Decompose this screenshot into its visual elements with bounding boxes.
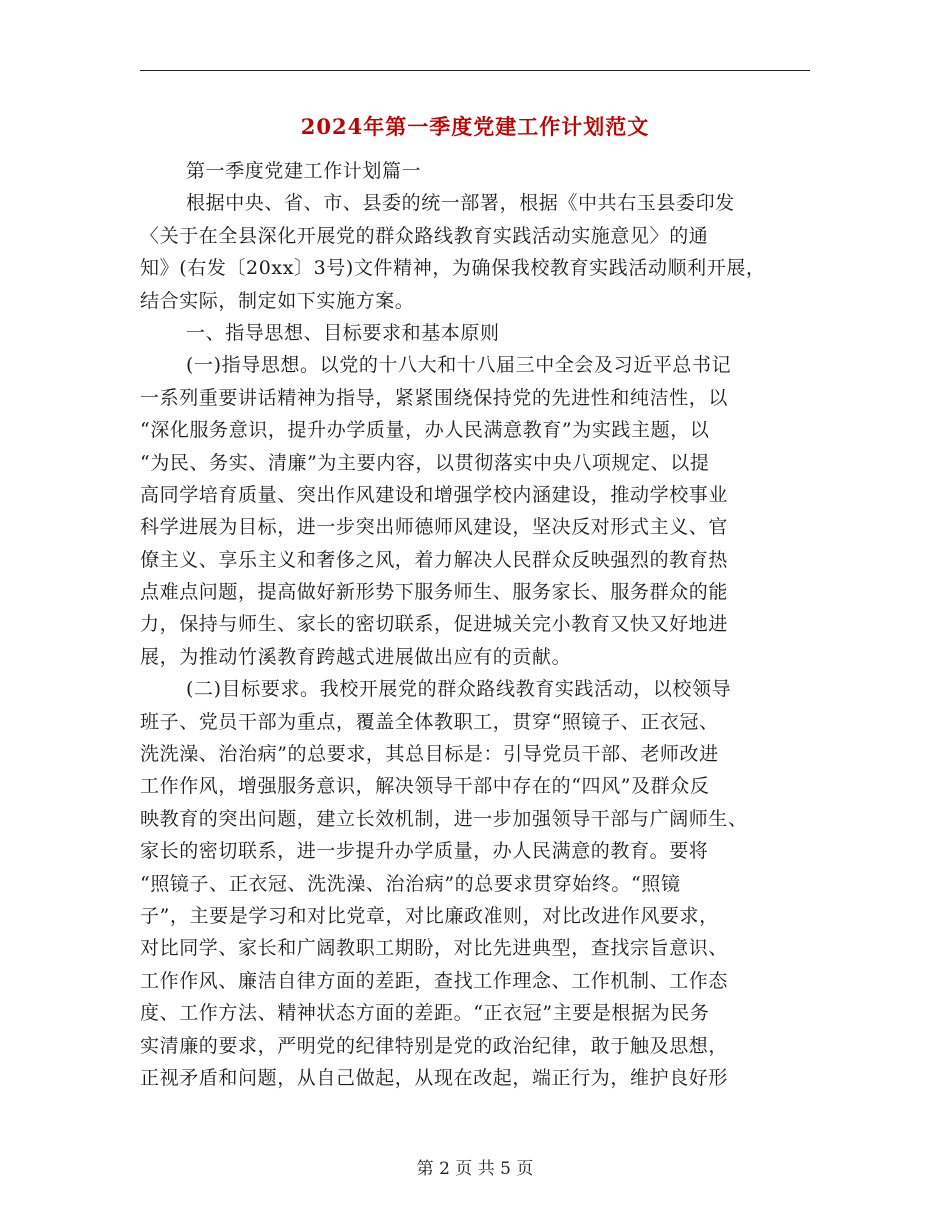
paragraph-line: 〈关于在全县深化开展党的群众路线教育实践活动实施意见〉的通 [140, 224, 709, 247]
paragraph-line: 僚主义、享乐主义和奢侈之风，着力解决人民群众反映强烈的教育热 [140, 548, 729, 571]
paragraph-line: 根据中央、省、市、县委的统一部署，根据《中共右玉县委印发 [186, 192, 735, 215]
document-body [140, 155, 810, 1094]
paragraph-line: 一系列重要讲话精神为指导，紧紧围绕保持党的先进性和纯洁性，以 [140, 386, 729, 409]
paragraph-line: 展，为推动竹溪教育跨越式进展做出应有的贡献。 [140, 645, 572, 668]
paragraph-line: 工作作风，增强服务意识，解决领导干部中存在的“四风”及群众反 [140, 775, 710, 798]
paragraph-line: 科学进展为目标，进一步突出师德师风建设，坚决反对形式主义、官 [140, 516, 729, 539]
section-heading: 一、指导思想、目标要求和基本原则 [186, 321, 500, 344]
paragraph-line: “照镜子、正衣冠、洗洗澡、治治病”的总要求贯穿始终。“照镜 [140, 872, 681, 895]
section-heading: 第一季度党建工作计划篇一 [186, 160, 422, 182]
paragraph-line: 实清廉的要求，严明党的纪律特别是党的政治纪律，敢于触及思想， [140, 1034, 729, 1057]
paragraph-line: “为民、务实、清廉”为主要内容，以贯彻落实中央八项规定、以提 [140, 451, 710, 474]
paragraph-line: 高同学培育质量、突出作风建设和增强学校内涵建设，推动学校事业 [140, 483, 729, 506]
paragraph-line: 点难点问题，提高做好新形势下服务师生、服务家长、服务群众的能 [140, 581, 729, 604]
paragraph-line: 力，保持与师生、家长的密切联系，促进城关完小教育又快又好地进 [140, 613, 729, 636]
paragraph-line: 工作作风、廉洁自律方面的差距，查找工作理念、工作机制、工作态 [140, 969, 729, 992]
paragraph-line: 班子、党员干部为重点，覆盖全体教职工，贯穿“照镜子、正衣冠、 [140, 710, 719, 733]
paragraph-line: 对比同学、家长和广阔教职工期盼，对比先进典型，查找宗旨意识、 [140, 937, 729, 960]
paragraph-line: 正视矛盾和问题，从自己做起，从现在改起，端正行为，维护良好形 [140, 1066, 729, 1089]
page-number-footer: 第 2 页 共 5 页 [416, 1159, 534, 1179]
paragraph-line: (二)目标要求。我校开展党的群众路线教育实践活动，以校领导 [186, 678, 732, 701]
paragraph-line: 子”，主要是学习和对比党章，对比廉政准则，对比改进作风要求， [140, 904, 719, 927]
document-title: 2024年第一季度党建工作计划范文 [300, 114, 650, 139]
paragraph-line: 洗洗澡、治治病”的总要求，其总目标是：引导党员干部、老师改进 [140, 743, 719, 766]
paragraph-line: 知》(右发〔20xx〕3号)文件精神，为确保我校教育实践活动顺利开展， [140, 257, 766, 280]
header-rule [140, 70, 810, 71]
paragraph-line: “深化服务意识，提升办学质量，办人民满意教育”为实践主题，以 [140, 419, 710, 442]
paragraph-line: 家长的密切联系，进一步提升办学质量，办人民满意的教育。要将 [140, 840, 709, 863]
paragraph-line: (一)指导思想。以党的十八大和十八届三中全会及习近平总书记 [186, 354, 732, 377]
paragraph-line: 结合实际，制定如下实施方案。 [140, 289, 415, 312]
paragraph-line: 映教育的突出问题，建立长效机制，进一步加强领导干部与广阔师生、 [140, 807, 748, 830]
paragraph-line: 度、工作方法、精神状态方面的差距。“正衣冠”主要是根据为民务 [140, 1002, 710, 1025]
